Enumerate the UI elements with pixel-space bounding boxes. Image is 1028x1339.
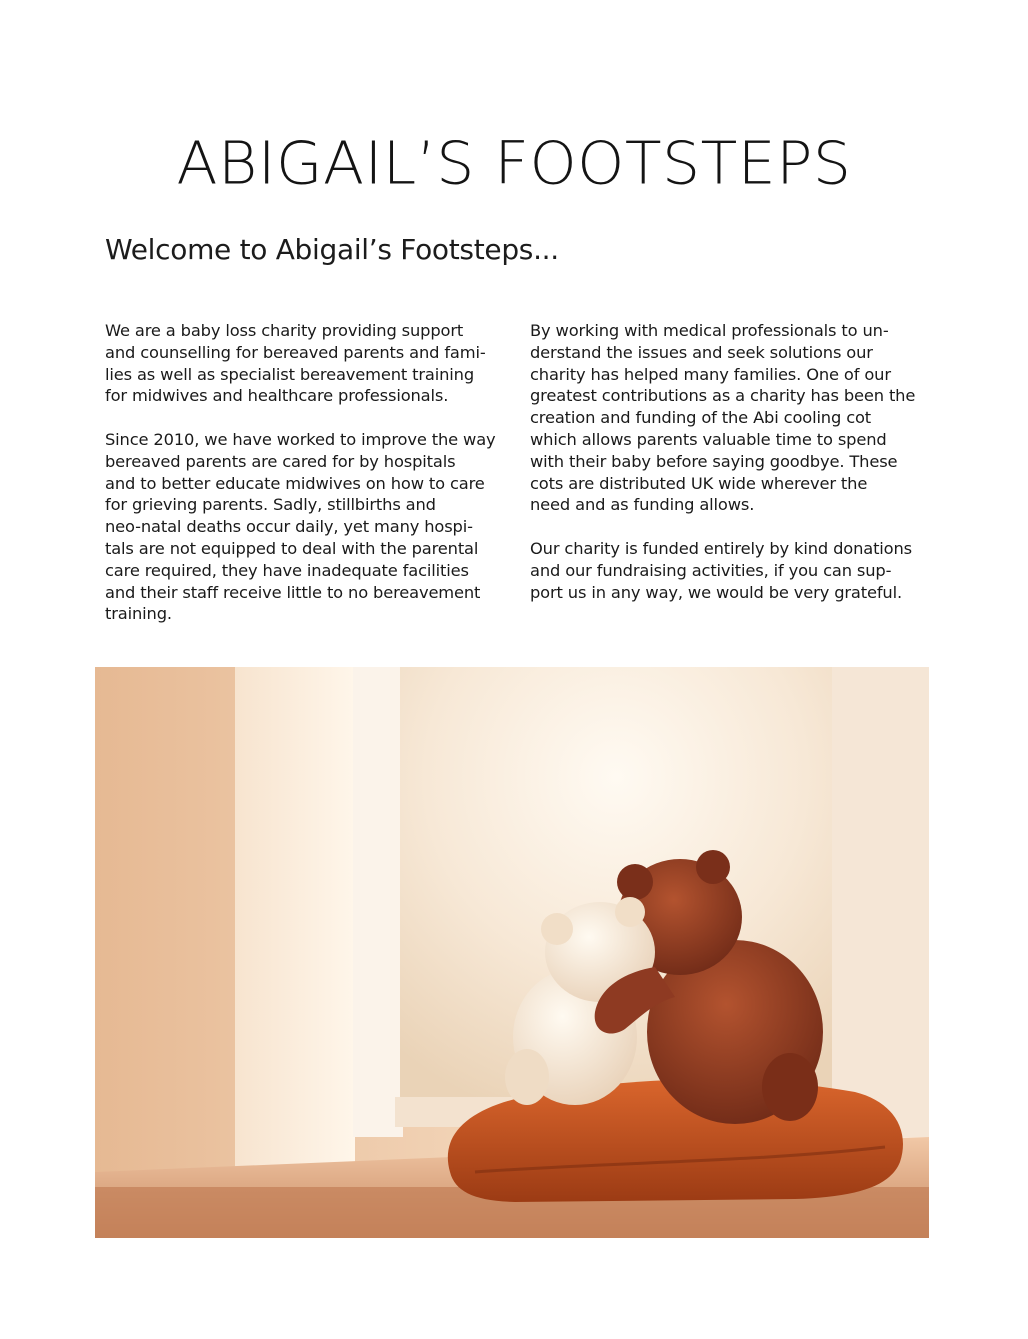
teddy-bears-photo bbox=[95, 667, 929, 1238]
text-line: We are a baby loss charity providing support bbox=[105, 321, 464, 340]
text-line: and their staff receive little to no bereavement bbox=[105, 582, 481, 602]
text-line: creation and funding of the Abi cooling cot bbox=[530, 408, 872, 428]
text-line: which allows parents valuable time to spend bbox=[530, 429, 887, 449]
white-bear-ear-left bbox=[541, 913, 573, 945]
white-bear-leg bbox=[505, 1049, 549, 1105]
window-reveal bbox=[235, 667, 355, 1167]
text-line: bereaved parents are cared for by hospitals bbox=[105, 451, 456, 471]
text-line: Our charity is funded entirely by kind donations bbox=[530, 538, 912, 558]
right-text-column bbox=[530, 320, 930, 603]
text-line: By working with medical professionals to un- bbox=[530, 321, 889, 340]
text-line: with their baby before saying goodbye. These bbox=[530, 451, 898, 471]
text-line: tals are not equipped to deal with the parental bbox=[105, 538, 479, 558]
text-line: for grieving parents. Sadly, stillbirths and bbox=[105, 495, 436, 515]
brown-bear-leg bbox=[762, 1053, 818, 1121]
text-line: cots are distributed UK wide wherever the bbox=[530, 473, 868, 493]
text-line: port us in any way, we would be very grateful. bbox=[530, 582, 903, 602]
brown-bear-ear-right bbox=[696, 850, 730, 884]
text-line: for midwives and healthcare professionals. bbox=[105, 386, 449, 406]
paragraph-gap bbox=[530, 516, 930, 538]
text-line: derstand the issues and seek solutions our bbox=[530, 342, 873, 362]
text-line: care required, they have inadequate facilities bbox=[105, 560, 469, 580]
brown-bear-ear-left bbox=[617, 864, 653, 900]
text-line: and to better educate midwives on how to care bbox=[105, 473, 485, 493]
window-frame-right bbox=[830, 667, 929, 1137]
text-line: lies as well as specialist bereavement training bbox=[105, 364, 475, 384]
text-line: need and as funding allows. bbox=[530, 495, 755, 515]
text-line: charity has helped many families. One of our bbox=[530, 364, 891, 384]
teddy-bears-illustration bbox=[95, 667, 929, 1238]
white-bear-ear-right bbox=[615, 897, 645, 927]
text-line: greatest contributions as a charity has been the bbox=[530, 386, 916, 406]
text-line: Since 2010, we have worked to improve the way bbox=[105, 429, 496, 449]
text-line: training. bbox=[105, 604, 172, 624]
text-line: neo-natal deaths occur daily, yet many hospi- bbox=[105, 517, 473, 537]
window-frame-left bbox=[353, 667, 403, 1137]
page-subtitle: Welcome to Abigail’s Footsteps... bbox=[105, 233, 559, 266]
left-text-column bbox=[105, 320, 505, 625]
page-title: ABIGAIL’S FOOTSTEPS bbox=[176, 129, 852, 199]
text-line: and counselling for bereaved parents and fami- bbox=[105, 342, 486, 362]
text-line: and our fundraising activities, if you can sup- bbox=[530, 560, 892, 580]
paragraph-gap bbox=[105, 407, 505, 429]
